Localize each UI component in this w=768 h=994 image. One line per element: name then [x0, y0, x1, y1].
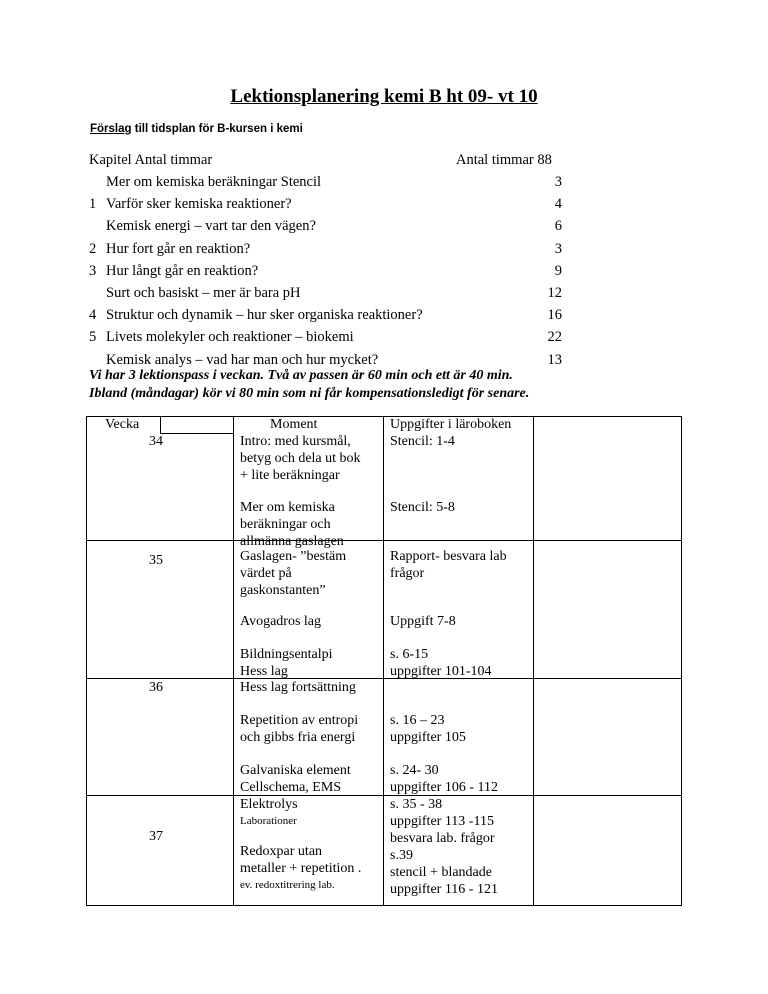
moment-laborationer: Laborationer — [240, 815, 297, 827]
chapter-hours: 3 — [554, 174, 562, 190]
header-uppgifter: Uppgifter i läroboken — [390, 417, 512, 432]
note-line-1: Vi har 3 lektionspass i veckan. Två av passen är 60 min och ett är 40 min. — [89, 368, 513, 383]
chapter-title: Varför sker kemiska reaktioner? — [106, 196, 292, 212]
moment-intro: Intro: med kursmål, betyg och dela ut bok + lite beräkningar — [240, 434, 361, 483]
chapter-number: 1 — [89, 196, 97, 212]
chapter-hours: 12 — [547, 285, 562, 301]
moment-gaslagen: Gaslagen- ”bestäm värdet på gaskonstanten” — [240, 549, 347, 598]
uppgift-7-8: Uppgift 7-8 — [390, 614, 456, 629]
chapter-hours: 13 — [547, 352, 562, 368]
chapter-hours: 16 — [547, 307, 562, 323]
uppgift-stencil-5-8: Stencil: 5-8 — [390, 500, 455, 515]
chapter-number: 3 — [89, 263, 97, 279]
moment-avogadro: Avogadros lag — [240, 614, 321, 629]
week-34: 34 — [149, 434, 163, 449]
chapter-number: 4 — [89, 307, 97, 323]
subtitle-underlined: Förslag — [90, 123, 132, 135]
chapter-hours: 22 — [547, 329, 562, 345]
moment-elektrolys: Elektrolys Laborationer — [240, 796, 298, 830]
chapter-hours: 4 — [554, 196, 562, 212]
chapter-hours: 3 — [554, 241, 562, 257]
week-35: 35 — [149, 553, 163, 568]
uppgift-rapport: Rapport- besvara lab frågor — [390, 549, 507, 581]
moment-redoxtitrering: ev. redoxtitrering lab. — [240, 879, 335, 891]
subtitle-rest: till tidsplan för B-kursen i kemi — [131, 123, 303, 135]
header-moment: Moment — [270, 417, 318, 432]
chapter-hours: 6 — [554, 218, 562, 234]
uppgift-stencil-1-4: Stencil: 1-4 — [390, 434, 455, 449]
chapter-hours: 9 — [554, 263, 562, 279]
subtitle — [90, 123, 303, 135]
uppgift-s35-38: s. 35 - 38 uppgifter 113 -115 besvara lab. frågor s.39 stencil + blandade uppgifter 116 - 121 — [390, 797, 498, 897]
moment-berakningar: Mer om kemiska beräkningar och allmänna gaslagen — [240, 500, 344, 549]
uppgift-s6-15: s. 6-15 uppgifter 101-104 — [390, 647, 492, 679]
chapter-title: Surt och basiskt – mer är bara pH — [106, 285, 301, 301]
chapter-title: Kemisk energi – vart tar den vägen? — [106, 218, 316, 234]
moment-galvaniska: Galvaniska element Cellschema, EMS — [240, 763, 351, 795]
chapter-title: Hur långt går en reaktion? — [106, 263, 259, 279]
chapter-title: Kemisk analys – vad har man och hur mycket? — [106, 352, 379, 368]
document-title: Lektionsplanering kemi B ht 09- vt 10 — [230, 86, 538, 107]
uppgift-s24-30: s. 24- 30 uppgifter 106 - 112 — [390, 763, 498, 795]
chapter-title: Struktur och dynamik – hur sker organiska reaktioner? — [106, 307, 423, 323]
chapter-number: 2 — [89, 241, 97, 257]
moment-repetition-entropi: Repetition av entropi och gibbs fria energi — [240, 713, 359, 745]
chapter-title: Hur fort går en reaktion? — [106, 241, 251, 257]
chapter-title: Mer om kemiska beräkningar Stencil — [106, 174, 322, 190]
chapter-number: 5 — [89, 329, 97, 345]
moment-redoxpar: Redoxpar utan metaller + repetition . ev. redoxtitrering lab. — [240, 843, 361, 894]
chapters-header-right: Antal timmar 88 — [456, 152, 552, 168]
note-line-2: Ibland (måndagar) kör vi 80 min som ni får kompensationsledigt för senare. — [89, 386, 530, 401]
chapters-header-left: Kapitel Antal timmar — [89, 152, 213, 168]
moment-bildningsentalpi: Bildningsentalpi Hess lag — [240, 647, 333, 679]
header-vecka: Vecka — [105, 417, 140, 432]
moment-hess-fortsattning: Hess lag fortsättning — [240, 680, 356, 695]
week-37: 37 — [149, 829, 163, 844]
uppgift-s16-23: s. 16 – 23 uppgifter 105 — [390, 713, 466, 745]
week-36: 36 — [149, 680, 163, 695]
chapter-title: Livets molekyler och reaktioner – biokemi — [106, 329, 354, 345]
